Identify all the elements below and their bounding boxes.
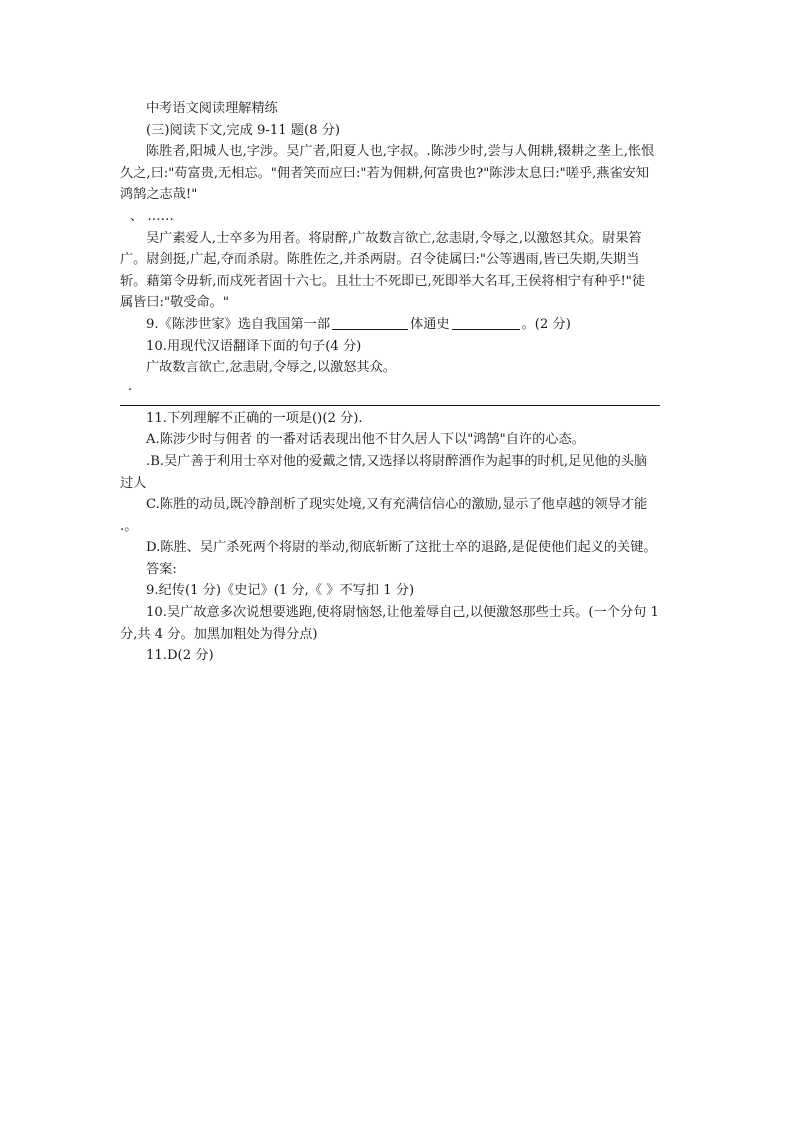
section-header: (三)阅读下文,完成 9-11 题(8 分)	[146, 122, 341, 138]
question-9-suffix: 。(2 分)	[521, 316, 571, 332]
passage-paragraph-2-line-1: 吴广素爱人,士卒多为用者。将尉醉,广故数言欲亡,忿恚尉,令辱之,以激怒其众。尉果笞	[146, 230, 642, 246]
passage-paragraph-1-line-1: 陈胜者,阳城人也,字涉。吴广者,阳夏人也,字叔。.陈涉少时,尝与人佣耕,辍耕之垄上,怅恨	[146, 144, 655, 160]
question-10-answer-line[interactable]	[120, 395, 660, 406]
passage-paragraph-2-line-3: 斩。藉第令毋斩,而戍死者固十六七。且壮士不死即已,死即举大名耳,王侯将相宁有种乎!"徒	[120, 273, 646, 289]
question-11-option-d: D.陈胜、吴广杀死两个将尉的举动,彻底斩断了这批士卒的退路,是促使他们起义的关键。	[146, 540, 657, 556]
question-9-prefix: 9.《陈涉世家》选自我国第一部	[146, 316, 331, 332]
question-10-dot: .	[128, 378, 133, 394]
passage-paragraph-1-line-2: 久之,曰:"苟富贵,无相忘。"佣者笑而应曰:"若为佣耕,何富贵也?"陈涉太息曰:"嗟乎,燕雀安知	[120, 165, 650, 181]
question-10-prompt: 10.用现代汉语翻译下面的句子(4 分)	[146, 338, 362, 354]
question-11-option-c-line-1: C.陈胜的动员,既冷静剖析了现实处境,又有充满信信心的激励,显示了他卓越的领导才能	[146, 497, 648, 513]
answer-10-line-1: 10.吴广故意多次说想要逃跑,使将尉恼怒,让他羞辱自己,以便激怒那些士兵。(一个分句 1	[146, 605, 659, 621]
question-9-blank-2[interactable]	[452, 315, 520, 330]
question-9	[120, 314, 660, 336]
document-page	[120, 98, 660, 667]
answer-9: 9.纪传(1 分)《史记》(1 分,《 》不写扣 1 分)	[146, 583, 415, 599]
document-title: 中考语文阅读理解精练	[146, 101, 278, 116]
passage-paragraph-2-line-4: 属皆曰:"敬受命。"	[120, 295, 229, 311]
question-11-option-b-line-1: .B.吴广善于利用士卒对他的爱戴之情,又选择以将尉醉酒作为起事的时机,足见他的头脑	[146, 453, 648, 469]
answers-label: 答案:	[146, 561, 177, 577]
passage-paragraph-2-line-2: 广。尉剑挺,广起,夺而杀尉。陈胜佐之,并杀两尉。召令徒属曰:"公等遇雨,皆已失期,失期当	[120, 252, 640, 268]
question-9-middle: 体通史	[410, 316, 450, 332]
question-9-blank-1[interactable]	[332, 315, 408, 330]
question-11-option-b-line-2: 过人	[120, 475, 147, 491]
question-11-option-c-line-2: .。	[120, 518, 138, 534]
question-10-sentence: 广故数言欲亡,忿恚尉,令辱之,以激怒其众。	[146, 360, 396, 376]
passage-ellipsis: 、 ……	[130, 208, 174, 224]
answer-10-line-2: 分,共 4 分。加黑加粗处为得分点)	[120, 626, 318, 642]
question-11-option-a: A.陈涉少时与佣者 的一番对话表现出他不甘久居人下以"鸿鹄"自许的心态。	[146, 432, 585, 448]
question-11-prompt: 11.下列理解不正确的一项是()(2 分).	[146, 410, 363, 426]
answer-11: 11.D(2 分)	[146, 648, 214, 664]
passage-paragraph-1-line-3: 鸿鹄之志哉!"	[120, 187, 198, 203]
